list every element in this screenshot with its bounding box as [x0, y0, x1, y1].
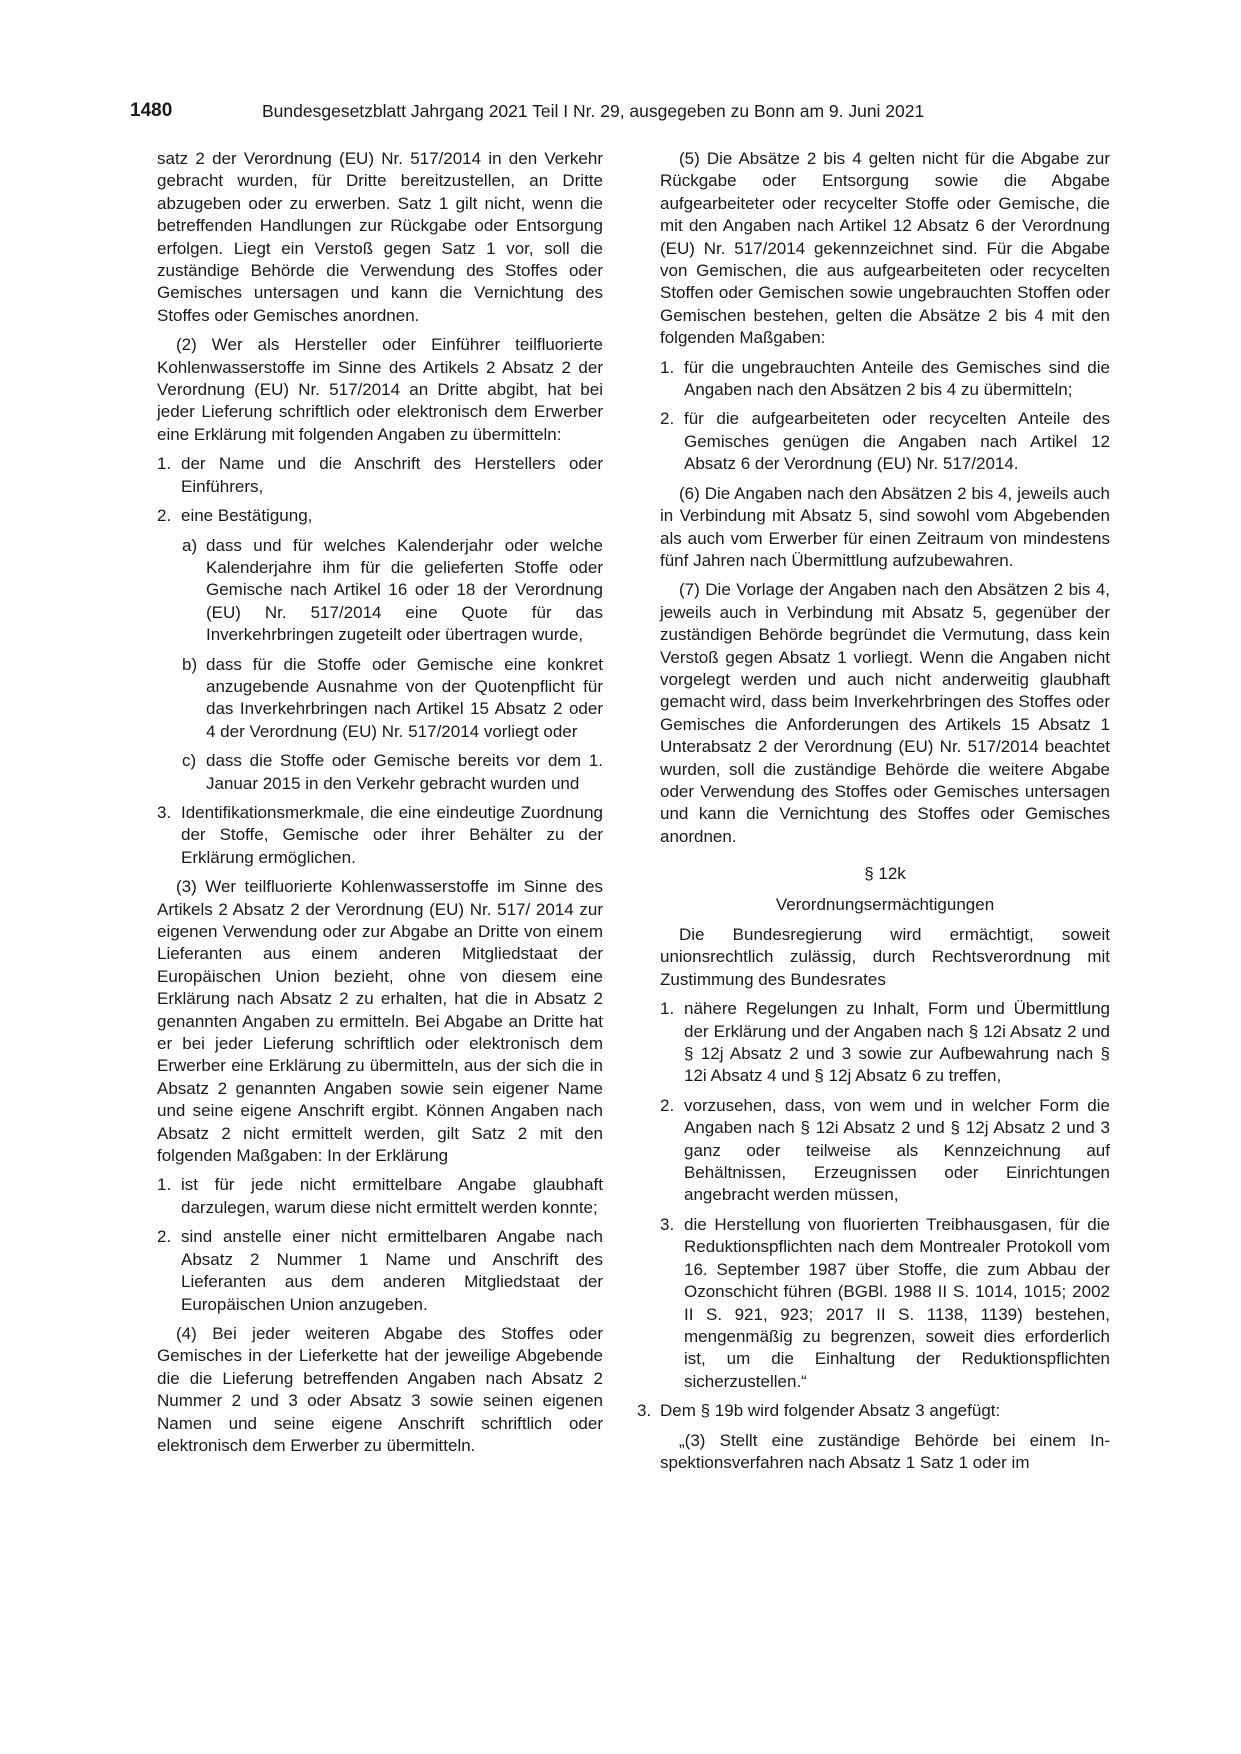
list-item	[660, 1095, 1110, 1207]
list-number: 2.	[660, 409, 675, 429]
list-item	[157, 1174, 603, 1219]
paragraph-3: (3) Wer teilfluorierte Kohlenwasserstoffe im Sinne des Artikels 2 Absatz 2 der Verordnung (EU) Nr. 517/ 2014 zur eigenen Verwendung oder zur Abgabe an Dritte von einem Lieferanten aus einem anderen Mitgliedstaat der Europäischen Union bezieht, ohne von diesem eine Erklärung nach Absatz 2 zu erhalten, hat die in Absatz 2 genannten Angaben zu ermitteln. Bei Abgabe an Dritte hat er bei jeder Lieferung schriftlich oder elektronisch dem Erwerber eine Erklärung zu übermitteln, aus der sich die in Absatz 2 genannten Angaben sowie sein eigener Name und seine eigene Anschrift ergibt. Können Angaben nach Absatz 2 nicht ermittelt werden, gilt Satz 2 mit den folgenden Maßgaben: In der Erklärung	[157, 877, 603, 1166]
list-number: 1.	[660, 357, 675, 377]
section-intro: Die Bundesregierung wird ermächtigt, soweit unionsrechtlich zulässig, durch Rechtsverordnung mit Zustimmung des Bundesrates	[660, 925, 1110, 989]
left-column	[157, 148, 603, 1464]
list-text: vorzusehen, dass, von wem und in welcher Form die Angaben nach § 12i Absatz 2 und § 12j Absatz 2 und 3 ganz oder teilweise als Kennzeichnung auf Behältnissen, Erzeugnissen oder Einrichtungen angebracht werden müssen,	[684, 1095, 1110, 1205]
paragraph-6: (6) Die Angaben nach den Absätzen 2 bis 4, jeweils auch in Verbindung mit Absatz 5, sind sowohl vom Abgebenden als auch vom Erwerber für einen Zeitraum von mindestens fünf Jahren nach Übermittlung aufzubewahren.	[660, 483, 1110, 570]
list-text: der Name und die Anschrift des Herstellers oder Einführers,	[181, 454, 603, 496]
amendment-text: Dem § 19b wird folgender Absatz 3 angefügt:	[660, 1401, 1001, 1421]
sub-list-text: dass und für welches Kalenderjahr oder welche Kalenderjahre ihm für die gelieferten Stoffe oder Gemische nach Artikel 16 oder 18 der Verordnung (EU) Nr. 517/2014 eine Quote für das Inverkehrbringen zugeteilt oder übertragen wurde,	[206, 535, 603, 645]
right-column	[637, 148, 1110, 1481]
list-item	[157, 505, 603, 527]
list-text: eine Bestätigung,	[181, 506, 313, 526]
list-item	[157, 802, 603, 869]
sub-list-text: dass die Stoffe oder Gemische bereits vor dem 1. Januar 2015 in den Verkehr gebracht wurden und	[206, 751, 603, 793]
amendment-item	[637, 1400, 1110, 1422]
sub-list-text: dass für die Stoffe oder Gemische eine konkret anzugebende Ausnahme von der Quotenpflicht für das Inverkehrbringen nach Artikel 15 Absatz 2 oder 4 der Verordnung (EU) Nr. 517/2014 vorliegt oder	[206, 654, 603, 741]
list-text: die Herstellung von fluorierten Treibhausgasen, für die Reduktionspflichten nach dem Montrealer Protokoll vom 16. September 1987 über Stoffe, die zum Abbau der Ozonschicht führen (BGBl. 1988 II S. 1014, 1015; 2002 II S. 921, 923; 2017 II S. 1138, 1139) bestehen, mengenmäßig zu begrenzen, soweit dies erforderlich ist, um die Einhaltung der Reduktionspflichten sicherzustellen.“	[684, 1214, 1110, 1391]
list-number: 2.	[660, 1095, 675, 1115]
amendment-number: 3.	[637, 1401, 652, 1421]
list-item	[660, 1214, 1110, 1393]
list-text: Identifikationsmerkmale, die eine eindeutige Zuordnung der Stoffe, Gemische oder ihrer Behälter zu der Erklärung ermöglichen.	[181, 802, 603, 867]
page-header	[130, 99, 1111, 125]
section-sign: § 12k	[864, 864, 906, 884]
paragraph-intro: satz 2 der Verordnung (EU) Nr. 517/2014 in den Verkehr gebracht wurden, für Dritte bereitzustellen, an Dritte abzugeben oder zu erwerben. Satz 1 gilt nicht, wenn die betreffenden Handlungen zur Rückgabe oder Entsorgung erfolgen. Liegt ein Verstoß gegen Satz 1 vor, soll die zuständige Behörde die Verwendung des Stoffes oder Gemisches untersagen und kann die Vernichtung des Stoffes oder Gemisches anordnen.	[157, 149, 603, 325]
list-text: ist für jede nicht ermittelbare Angabe glaubhaft darzulegen, warum diese nicht ermittelt werden konnte;	[181, 1175, 603, 1217]
list-item	[660, 357, 1110, 402]
list-item	[660, 408, 1110, 475]
list-number: 3.	[157, 802, 172, 822]
running-title: Bundesgesetzblatt Jahrgang 2021 Teil I Nr. 29, ausgegeben zu Bonn am 9. Juni 2021	[262, 101, 925, 121]
list-text: nähere Regelungen zu Inhalt, Form und Übermittlung der Erklärung und der Angaben nach § 12i Absatz 2 und § 12j Absatz 2 und 3 sowie zur Aufbewahrung nach § 12i Absatz 4 und § 12j Absatz 6 zu treffen,	[684, 999, 1110, 1086]
sub-list-item	[157, 654, 603, 744]
sub-list-letter: a)	[182, 535, 198, 555]
section-title: Verordnungsermächtigungen	[775, 894, 995, 914]
sub-list-item	[157, 535, 603, 647]
list-number: 1.	[157, 1175, 172, 1195]
paragraph-2: (2) Wer als Hersteller oder Einführer teilfluorierte Kohlenwasserstoffe im Sinne des Artikels 2 Absatz 2 der Verordnung (EU) Nr. 517/2014 an Dritte abgibt, hat bei jeder Lieferung schriftlich oder elektronisch dem Erwerber eine Erklärung mit folgenden Angaben zu übermitteln:	[157, 335, 603, 444]
list-item	[660, 998, 1110, 1088]
list-item	[157, 1226, 603, 1316]
list-number: 1.	[660, 999, 675, 1019]
list-text: sind anstelle einer nicht ermittelbaren Angabe nach Absatz 2 Nummer 1 Name und Anschrift des Lieferanten aus dem anderen Mitgliedstaat der Europäischen Union anzugeben.	[181, 1227, 603, 1314]
paragraph-5: (5) Die Absätze 2 bis 4 gelten nicht für die Abgabe zur Rückgabe oder Entsorgung sowie die Abgabe aufgearbeiteter oder recycelter Stoffe oder Gemische, die mit den Angaben nach Artikel 12 Absatz 6 der Verordnung (EU) Nr. 517/2014 gekennzeichnet sind. Für die Abgabe von Gemischen, die aus aufgearbeiteten oder recycelten Stoffen oder Gemischen sowie ungebrauchten Stoffen oder Gemischen bestehen, gelten die Absätze 2 bis 4 mit den folgenden Maßgaben:	[660, 149, 1110, 348]
list-item	[157, 453, 603, 498]
list-number: 2.	[157, 1227, 172, 1247]
list-number: 2.	[157, 506, 172, 526]
sub-list-item	[157, 750, 603, 795]
paragraph-7: (7) Die Vorlage der Angaben nach den Absätzen 2 bis 4, jeweils auch in Verbindung mit Absatz 5, gegenüber der zuständigen Behörde begründet die Vermutung, dass kein Verstoß gegen Absatz 1 vorliegt. Wenn die Angaben nicht vorgelegt werden und auch nicht anderweitig glaubhaft gemacht wird, dass beim Inverkehrbringen des Stoffes oder Gemisches die Anforderungen des Artikels 15 Absatz 1 Unterabsatz 2 der Verordnung (EU) Nr. 517/2014 beachtet wurden, soll die zuständige Behörde die weitere Abgabe oder Verwendung des Stoffes oder Gemisches untersagen und kann die Vernichtung des Stoffes oder Gemisches anordnen.	[660, 580, 1110, 846]
list-number: 3.	[660, 1214, 675, 1234]
page-number: 1480	[130, 100, 173, 121]
sub-list-letter: c)	[182, 751, 197, 771]
list-text: für die ungebrauchten Anteile des Gemisches sind die Angaben nach den Absätzen 2 bis 4 zu übermitteln;	[684, 357, 1110, 400]
quoted-paragraph: „(3) Stellt eine zuständige Behörde bei einem Inspektionsverfahren nach Absatz 1 Satz 1 oder im	[660, 1430, 1110, 1472]
list-number: 1.	[157, 454, 172, 474]
paragraph-4: (4) Bei jeder weiteren Abgabe des Stoffes oder Gemisches in der Lieferkette hat der jeweilige Abgebende die die Lieferung betreffenden Angaben nach Absatz 2 Nummer 2 und 3 oder Absatz 3 sowie seinen eigenen Namen und seine eigene Anschrift schriftlich oder elektronisch dem Erwerber zu übermitteln.	[157, 1323, 603, 1455]
sub-list-letter: b)	[182, 654, 198, 674]
list-text: für die aufgearbeiteten oder recycelten Anteile des Gemisches genügen die Angaben nach Artikel 12 Absatz 6 der Verordnung (EU) Nr. 517/2014.	[684, 409, 1110, 474]
